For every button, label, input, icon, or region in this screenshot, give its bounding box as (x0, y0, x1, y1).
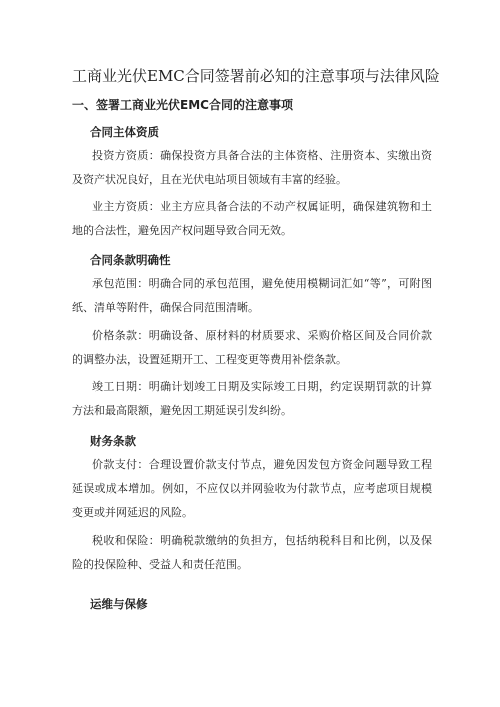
subheading-contract-terms: 合同条款明确性 (90, 253, 171, 267)
paragraph-tax-insurance: 税收和保险：明确税款缴纳的负担方，包括纳税科目和比例，以及保险的投保险种、受益人和责任范围。 (72, 534, 432, 571)
paragraph-completion-date: 竣工日期：明确计划竣工日期及实际竣工日期，约定误期罚款的计算方法和最高限额，避免因工期延误引发纠纷。 (72, 380, 432, 417)
subheading-financial-terms: 财务条款 (90, 434, 136, 448)
paragraph-contract-scope: 承包范围：明确合同的承包范围，避免使用模糊词汇如“等”，可附图纸、清单等附件，确保合同范围清晰。 (72, 277, 432, 314)
paragraph-investor-qualification: 投资方资质：确保投资方具备合法的主体资格、注册资本、实缴出资及资产状况良好，且在光伏电站项目领域有丰富的经验。 (72, 149, 432, 186)
document-title: 工商业光伏EMC合同签署前必知的注意事项与法律风险 (72, 67, 440, 85)
section-heading-1: 一、签署工商业光伏EMC合同的注意事项 (72, 98, 293, 112)
subheading-contract-parties: 合同主体资质 (90, 125, 159, 139)
paragraph-price-terms: 价格条款：明确设备、原材料的材质要求、采购价格区间及合同价款的调整办法，设置延期开工、工程变更等费用补偿条款。 (72, 329, 432, 366)
paragraph-owner-qualification: 业主方资质：业主方应具备合法的不动产权属证明，确保建筑物和土地的合法性，避免因产权问题导致合同无效。 (72, 200, 432, 237)
subheading-operation-warranty: 运维与保修 (90, 597, 148, 611)
paragraph-payment: 价款支付：合理设置价款支付节点，避免因发包方资金问题导致工程延误或成本增加。例如，不应仅以并网验收为付款节点，应考虑项目规模变更或并网延迟的风险。 (72, 458, 432, 519)
